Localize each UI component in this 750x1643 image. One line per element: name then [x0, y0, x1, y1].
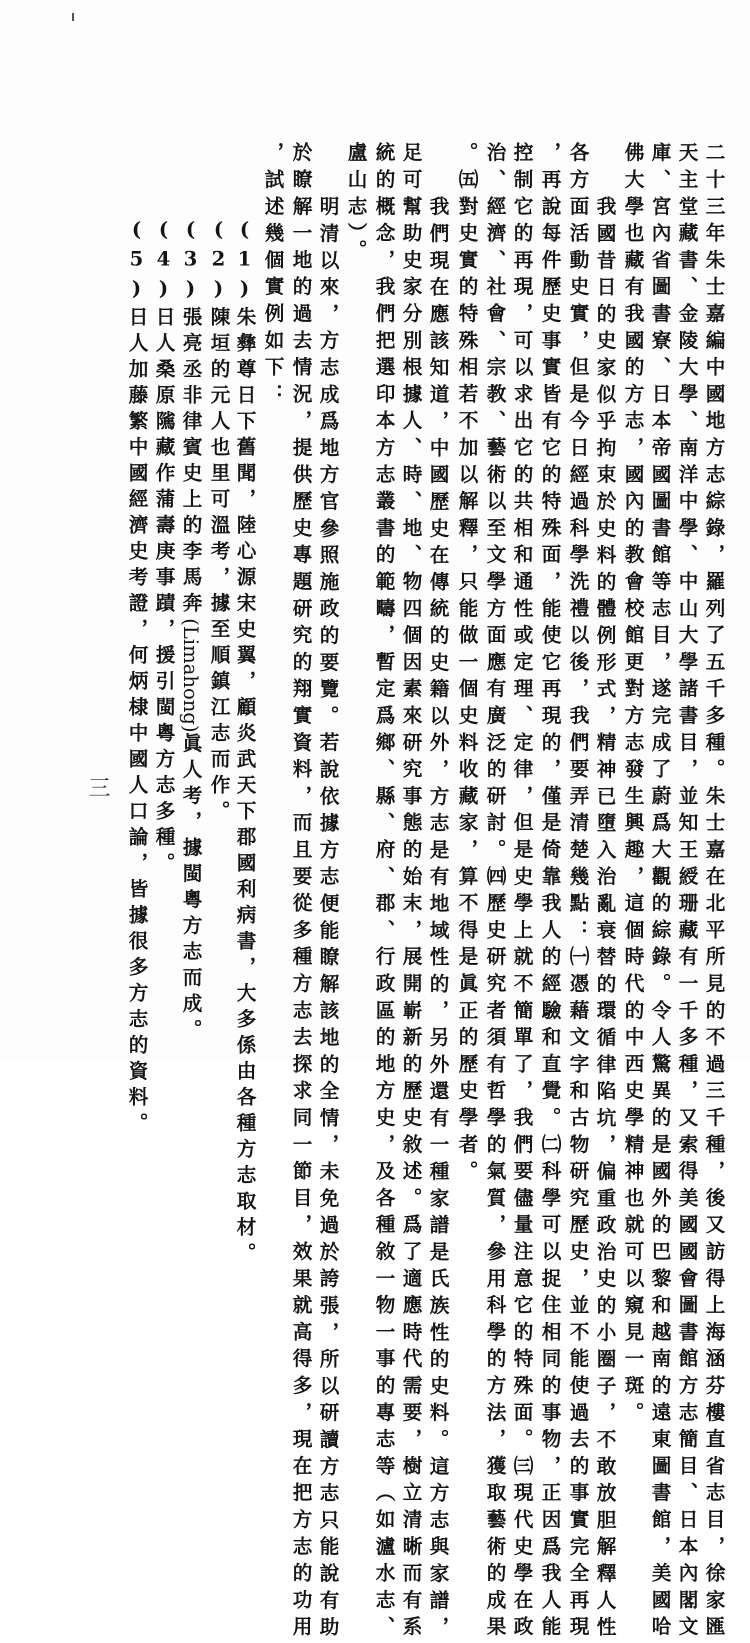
list-item — [177, 218, 203, 1048]
text-column: 。㈤對史實的特殊相若不加以解釋，只能做一個史料收藏家，算不得是眞正的歷史學者。 — [455, 142, 478, 1188]
list-marker: (5) — [125, 218, 148, 307]
text-column: 足可幫助史家分別根據人、時、地、物四個因素來研究事態的始末，展開嶄新的歷史敘述。爲了適應時代需要，樹立清晰而有系 — [399, 142, 422, 1643]
text-column: 於瞭解一地的過去情況，提供歷史專題研究的翔實資料，而且要從多種方志去探求同一節目，效果就高得多，現在把方志的功用 — [289, 142, 312, 1643]
list-latin-term: (Limahong) — [179, 618, 202, 733]
text-column: 各方面活動史實，但是今日經過科學洗禮以後，我們要弄清楚幾點：㈠憑藉文字和古物研究歷史，並不能使過去的事實完全再現 — [566, 142, 589, 1643]
list-marker: (3) — [179, 218, 202, 307]
text-column: ，試述幾個實例如下： — [261, 142, 284, 410]
list-text: 日人加藤繁中國經濟史考證，何炳棣中國人口論，皆據很多方志的資料。 — [125, 306, 148, 1139]
text-column: 佛大學也藏有我國的方志，國內的教會校館更對方志發生興趣，這個時代的中西史學精神也就可以窺見一斑。 — [621, 142, 644, 1429]
text-column: 我們現在應該知道，中國歷史在傳統的史籍以外，方志是有地域性的，另外還有一種家譜是氏族性的史料。這方志與家譜， — [426, 196, 449, 1643]
text-column: 明清以來，方志成爲地方官參照施政的要覽。若說依據方志便能瞭解該地的全情，未免過於誇張，所以研讀方志只能說有助 — [316, 196, 339, 1643]
list-marker: (4) — [152, 218, 175, 307]
list-item — [231, 218, 257, 1269]
text-column: 盧山志）。 — [344, 142, 367, 267]
text-column: 控制它的再現，可以求出它的共相和通性或定理、定律，但是史學上就不簡單了，我們要儘量注意它的特殊面。㈢現代史學在政 — [510, 142, 533, 1643]
text-column: 二十三年朱士嘉編中國地方志綜錄，羅列了五千多種。朱士嘉在北平所見的不過三千種，後又訪得上海涵芬樓直省志目，徐家匯 — [702, 142, 725, 1643]
text-column: ，再說每件歷史事實皆有它的特殊面，能使它再現的，僅是倚靠我人的經驗和直覺。㈡科學可以捉住相同的事物，正因爲我人能 — [538, 142, 561, 1643]
scan-artifact-mark — [72, 13, 74, 21]
text-column: 我國昔日的史家似乎拘束於史料的體例形式，精神已墮入治亂衰替的環循律陷坑，偏重政治史的小圈子，不敢放胆解釋人性 — [593, 196, 616, 1643]
list-marker: (1) — [233, 218, 256, 307]
list-marker: (2) — [207, 218, 230, 307]
list-text: 陳垣的元人也里可溫考，據至順鎮江志而作。 — [207, 306, 230, 827]
text-column: 治、經濟、社會、宗教、藝術以至文學方面應有廣泛的研討。㈣歷史研究者須有哲學的氣質，參用科學的方法，獲取藝術的成果 — [483, 142, 506, 1643]
text-column: 天主堂藏書、金陵大學、南洋中學、中山大學諸書目，並知王綬珊藏有一千多種，又索得美國國會圖書館方志簡目、日本內閣文 — [675, 142, 698, 1643]
list-item — [205, 218, 231, 1048]
text-column: 庫、宮內省圖書寮、日本帝國圖書館等志目，遂完成了蔚爲大觀的綜錄。令人驚異的是國外的巴黎和越南的遠東圖書館，美國哈 — [648, 142, 671, 1643]
list-item — [123, 218, 149, 1139]
list-item — [150, 218, 176, 1048]
page-number: 三 — [85, 776, 110, 798]
list-text: 張亮丞非律賓史上的李馬奔 — [179, 306, 202, 619]
list-text: 日人桑原隲藏作蒲壽庚事蹟，援引閩粵方志多種。 — [152, 306, 175, 879]
list-text: 眞人考，據閩粵方志而成。 — [179, 732, 202, 1045]
list-text: 朱彝尊日下舊聞，陸心源宋史翼，顧炎武天下郡國利病書，大多係由各種方志取材。 — [233, 306, 256, 1269]
text-column: 統的概念，我們把選印本方志叢書的範疇，暫定爲鄉、縣、府、郡、行政區的地方史，及各種敘一物一事的專志等（如瀘水志、 — [372, 142, 395, 1643]
